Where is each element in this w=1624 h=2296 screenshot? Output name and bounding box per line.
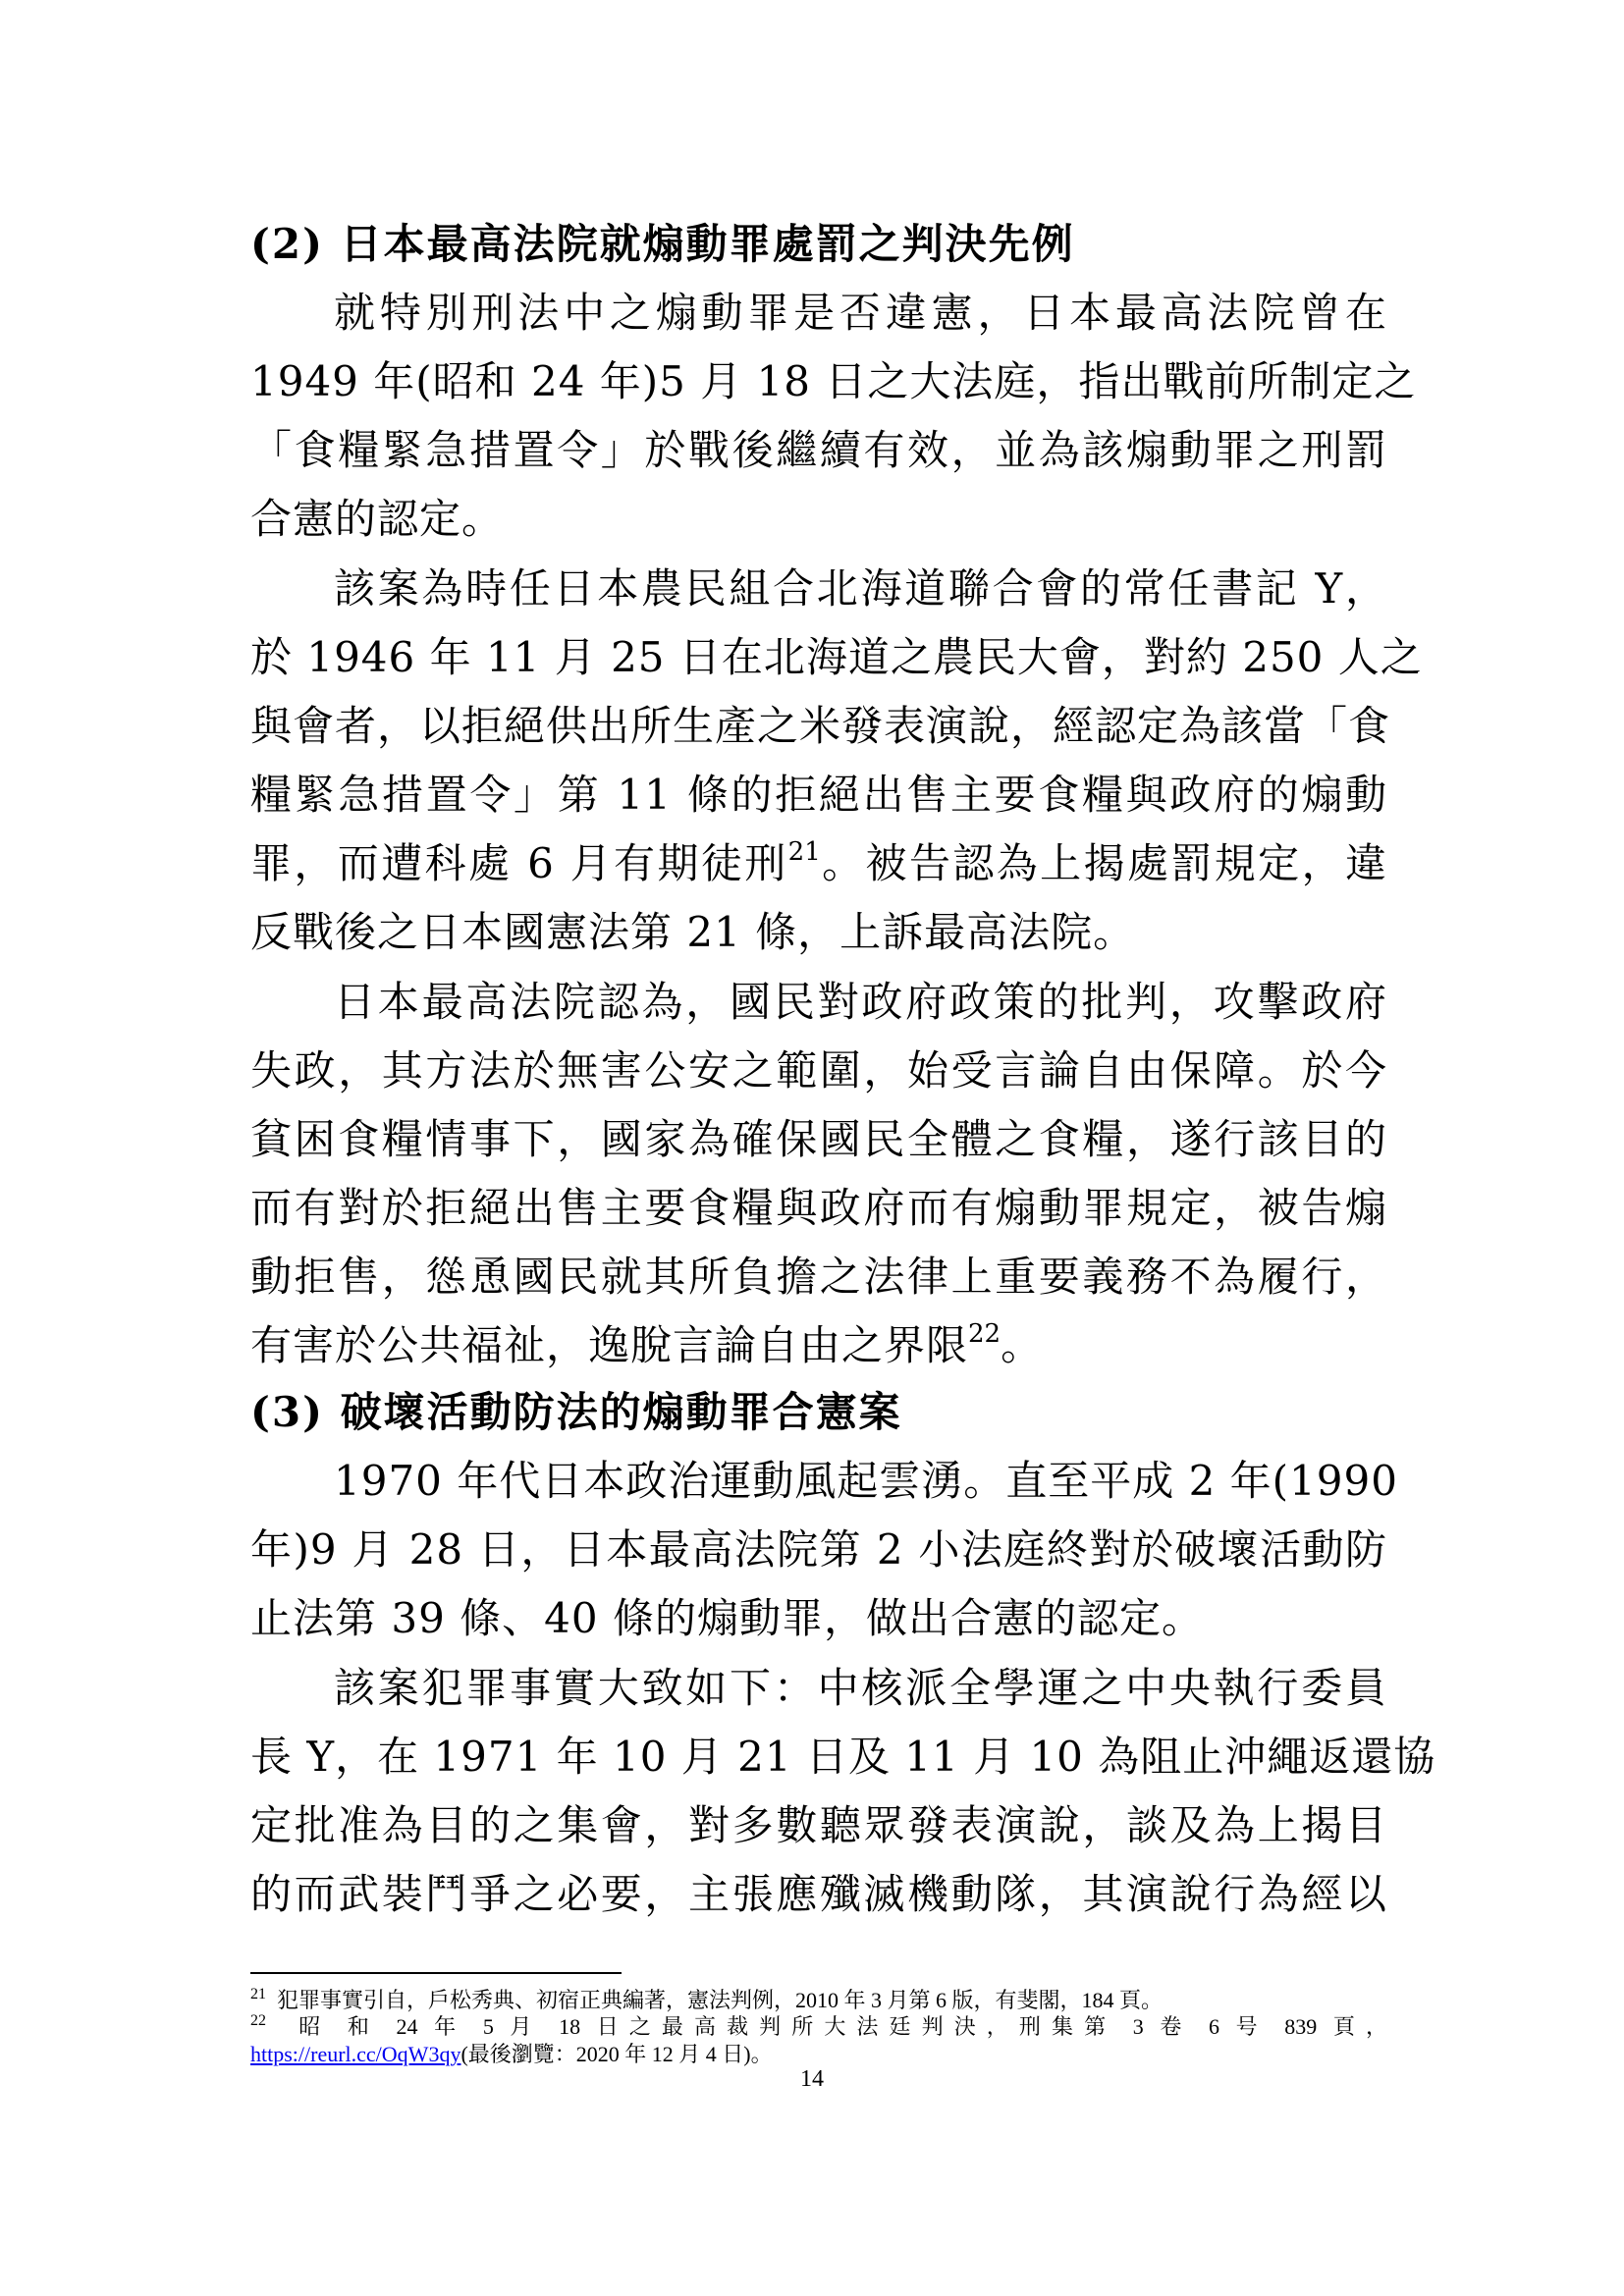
paragraph-line: 1970 年代日本政治運動風起雲湧。直至平成 2 年(1990: [334, 1457, 1398, 1505]
paragraph-line: 定批准為目的之集會，對多數聽眾發表演說，談及為上揭目: [250, 1801, 1387, 1849]
paragraph-line: 於 1946 年 11 月 25 日在北海道之農民大會，對約 250 人之: [250, 633, 1423, 681]
text-segment: 罪，而遭科處 6 月有期徒刑: [250, 839, 788, 887]
paragraph-line: [250, 1316, 1043, 1375]
paragraph-line: 年)9 月 28 日，日本最高法院第 2 小法庭終對於破壞活動防: [250, 1525, 1387, 1574]
paragraph-line: 而有對於拒絕出售主要食糧與政府而有煽動罪規定，被告煽: [250, 1184, 1387, 1232]
footnote-text: 昭 和 24 年 5 月 18 日之最高裁判所大法廷判決，刑集第 3 卷 6 号 839 頁，: [298, 2014, 1387, 2039]
paragraph-line: 失政，其方法於無害公安之範圍，始受言論自由保障。於今: [250, 1046, 1387, 1095]
footnote-number: 21: [250, 1986, 266, 2002]
footnote-separator: [250, 1972, 622, 1974]
paragraph-line: 日本最高法院認為，國民對政府政策的批判，攻擊政府: [334, 978, 1387, 1026]
paragraph-line: 貧困食糧情事下，國家為確保國民全體之食糧，遂行該目的: [250, 1115, 1387, 1163]
paragraph-line: 止法第 39 條、40 條的煽動罪，做出合憲的認定。: [250, 1594, 1204, 1642]
text-segment: 。: [1001, 1321, 1044, 1369]
section-2-heading: (2) 日本最高法院就煽動罪處罰之判決先例: [250, 220, 1075, 268]
paragraph-line: 糧緊急措置令」第 11 條的拒絕出售主要食糧與政府的煽動: [250, 771, 1387, 819]
footnote-21: [250, 1986, 1387, 2015]
paragraph-line: 長 Y，在 1971 年 10 月 21 日及 11 月 10 為阻止沖繩返還協: [250, 1733, 1436, 1781]
text-segment: 。被告認為上揭處罰規定，違: [820, 839, 1387, 887]
paragraph-line: 的而武裝鬥爭之必要，主張應殲滅機動隊，其演說行為經以: [250, 1870, 1387, 1918]
paragraph-line: 就特別刑法中之煽動罪是否違憲，日本最高法院曾在: [334, 289, 1387, 337]
paragraph-line: 動拒售，慫恿國民就其所負擔之法律上重要義務不為履行，: [250, 1253, 1387, 1301]
page-number: 14: [800, 2066, 824, 2092]
paragraph-line: 1949 年(昭和 24 年)5 月 18 日之大法庭，指出戰前所制定之: [250, 357, 1417, 405]
paragraph-line: 與會者，以拒絕供出所生產之米發表演說，經認定為該當「食: [250, 702, 1391, 750]
footnote-text: 犯罪事實引自，戶松秀典、初宿正典編著，憲法判例，2010 年 3 月第 6 版，有斐閣，184 頁。: [277, 1988, 1164, 2012]
footnote-link[interactable]: https://reurl.cc/OqW3qy: [250, 2042, 461, 2066]
paragraph-line: 該案為時任日本農民組合北海道聯合會的常任書記 Y，: [334, 564, 1387, 613]
footnote-ref-21[interactable]: 21: [787, 837, 821, 867]
paragraph-line: 反戰後之日本國憲法第 21 條，上訴最高法院。: [250, 908, 1136, 956]
section-3-heading: (3) 破壞活動防法的煽動罪合憲案: [250, 1388, 902, 1436]
footnote-number: 22: [250, 2012, 266, 2029]
paragraph-line: 合憲的認定。: [250, 495, 505, 543]
paragraph-line: [250, 834, 1387, 893]
paragraph-line: 「食糧緊急措置令」於戰後繼續有效，並為該煽動罪之刑罰: [250, 426, 1387, 474]
text-segment: 有害於公共福祉，逸脫言論自由之界限: [250, 1321, 969, 1369]
footnote-22: [250, 2012, 1387, 2042]
footnote-text: (最後瀏覽：2020 年 12 月 4 日)。: [460, 2042, 773, 2066]
footnote-ref-22[interactable]: 22: [968, 1319, 1001, 1349]
paragraph-line: 該案犯罪事實大致如下：中核派全學運之中央執行委員: [334, 1664, 1387, 1712]
